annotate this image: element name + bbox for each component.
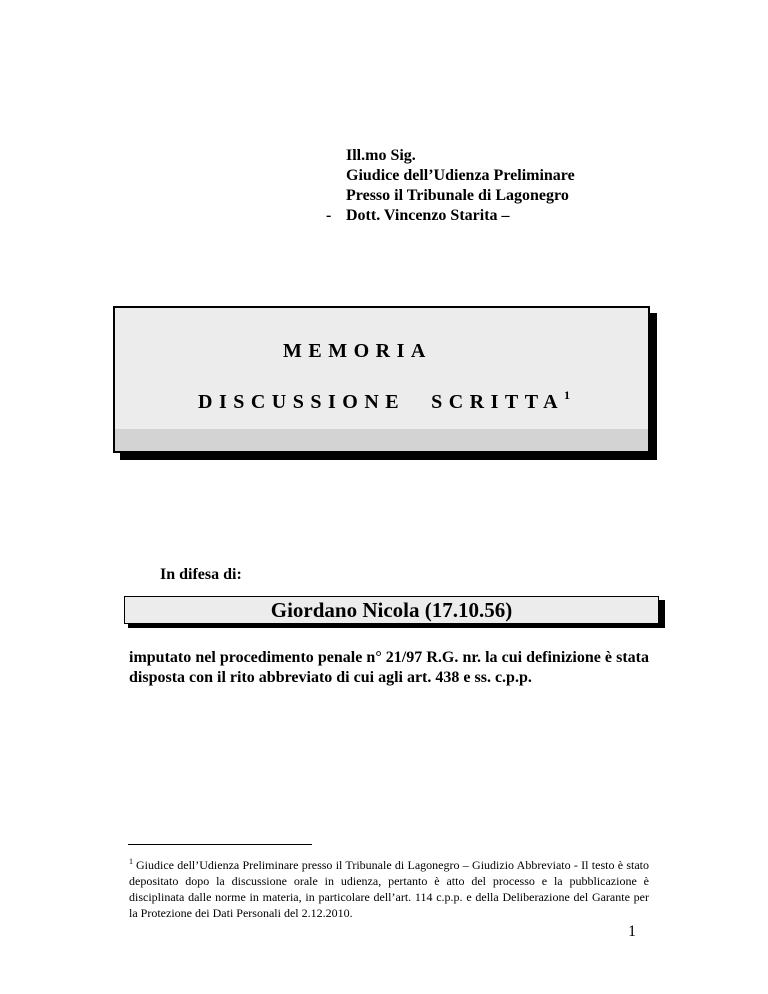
addressee-block <box>346 146 575 226</box>
addressee-dash: - <box>326 207 332 224</box>
title-memoria: MEMORIA <box>283 340 432 362</box>
addressee-title: Ill.mo Sig. <box>346 147 416 164</box>
title-box-bottom-strip <box>115 429 648 451</box>
addressee-role: Giudice dell’Udienza Preliminare <box>346 167 575 184</box>
title-word-discussione: DISCUSSIONE <box>198 391 406 413</box>
footnote-marker: 1 <box>129 857 133 866</box>
title-discussione-scritta <box>198 388 570 414</box>
footnote-separator <box>128 844 312 845</box>
page-number: 1 <box>628 923 636 940</box>
defendant-name: Giordano Nicola (17.10.56) <box>124 596 659 624</box>
title-word-scritta: SCRITTA <box>431 391 565 413</box>
footnote <box>129 854 649 921</box>
addressee-name: Dott. Vincenzo Starita – <box>346 207 510 224</box>
title-footnote-ref[interactable]: 1 <box>564 388 571 402</box>
defense-label: In difesa di: <box>160 566 242 583</box>
title-box <box>113 306 650 453</box>
body-paragraph: imputato nel procedimento penale n° 21/97 R.G. nr. la cui definizione è stata disposta con il rito abbreviato di cui agli art. 438 e ss. c.p.p. <box>129 649 649 686</box>
footnote-text: Giudice dell’Udienza Preliminare presso il Tribunale di Lagonegro – Giudizio Abbreviato - Il testo è stato depositato dopo la discussione orale in udienza, pertanto è atto del processo e la pubblicazione è disciplinata dalle norme in materia, in particolare dell’art. 114 c.p.p. e della Deliberazione del Garante per la Protezione dei Dati Personali del 2.12.2010. <box>129 858 649 920</box>
addressee-court: Presso il Tribunale di Lagonegro <box>346 187 569 204</box>
